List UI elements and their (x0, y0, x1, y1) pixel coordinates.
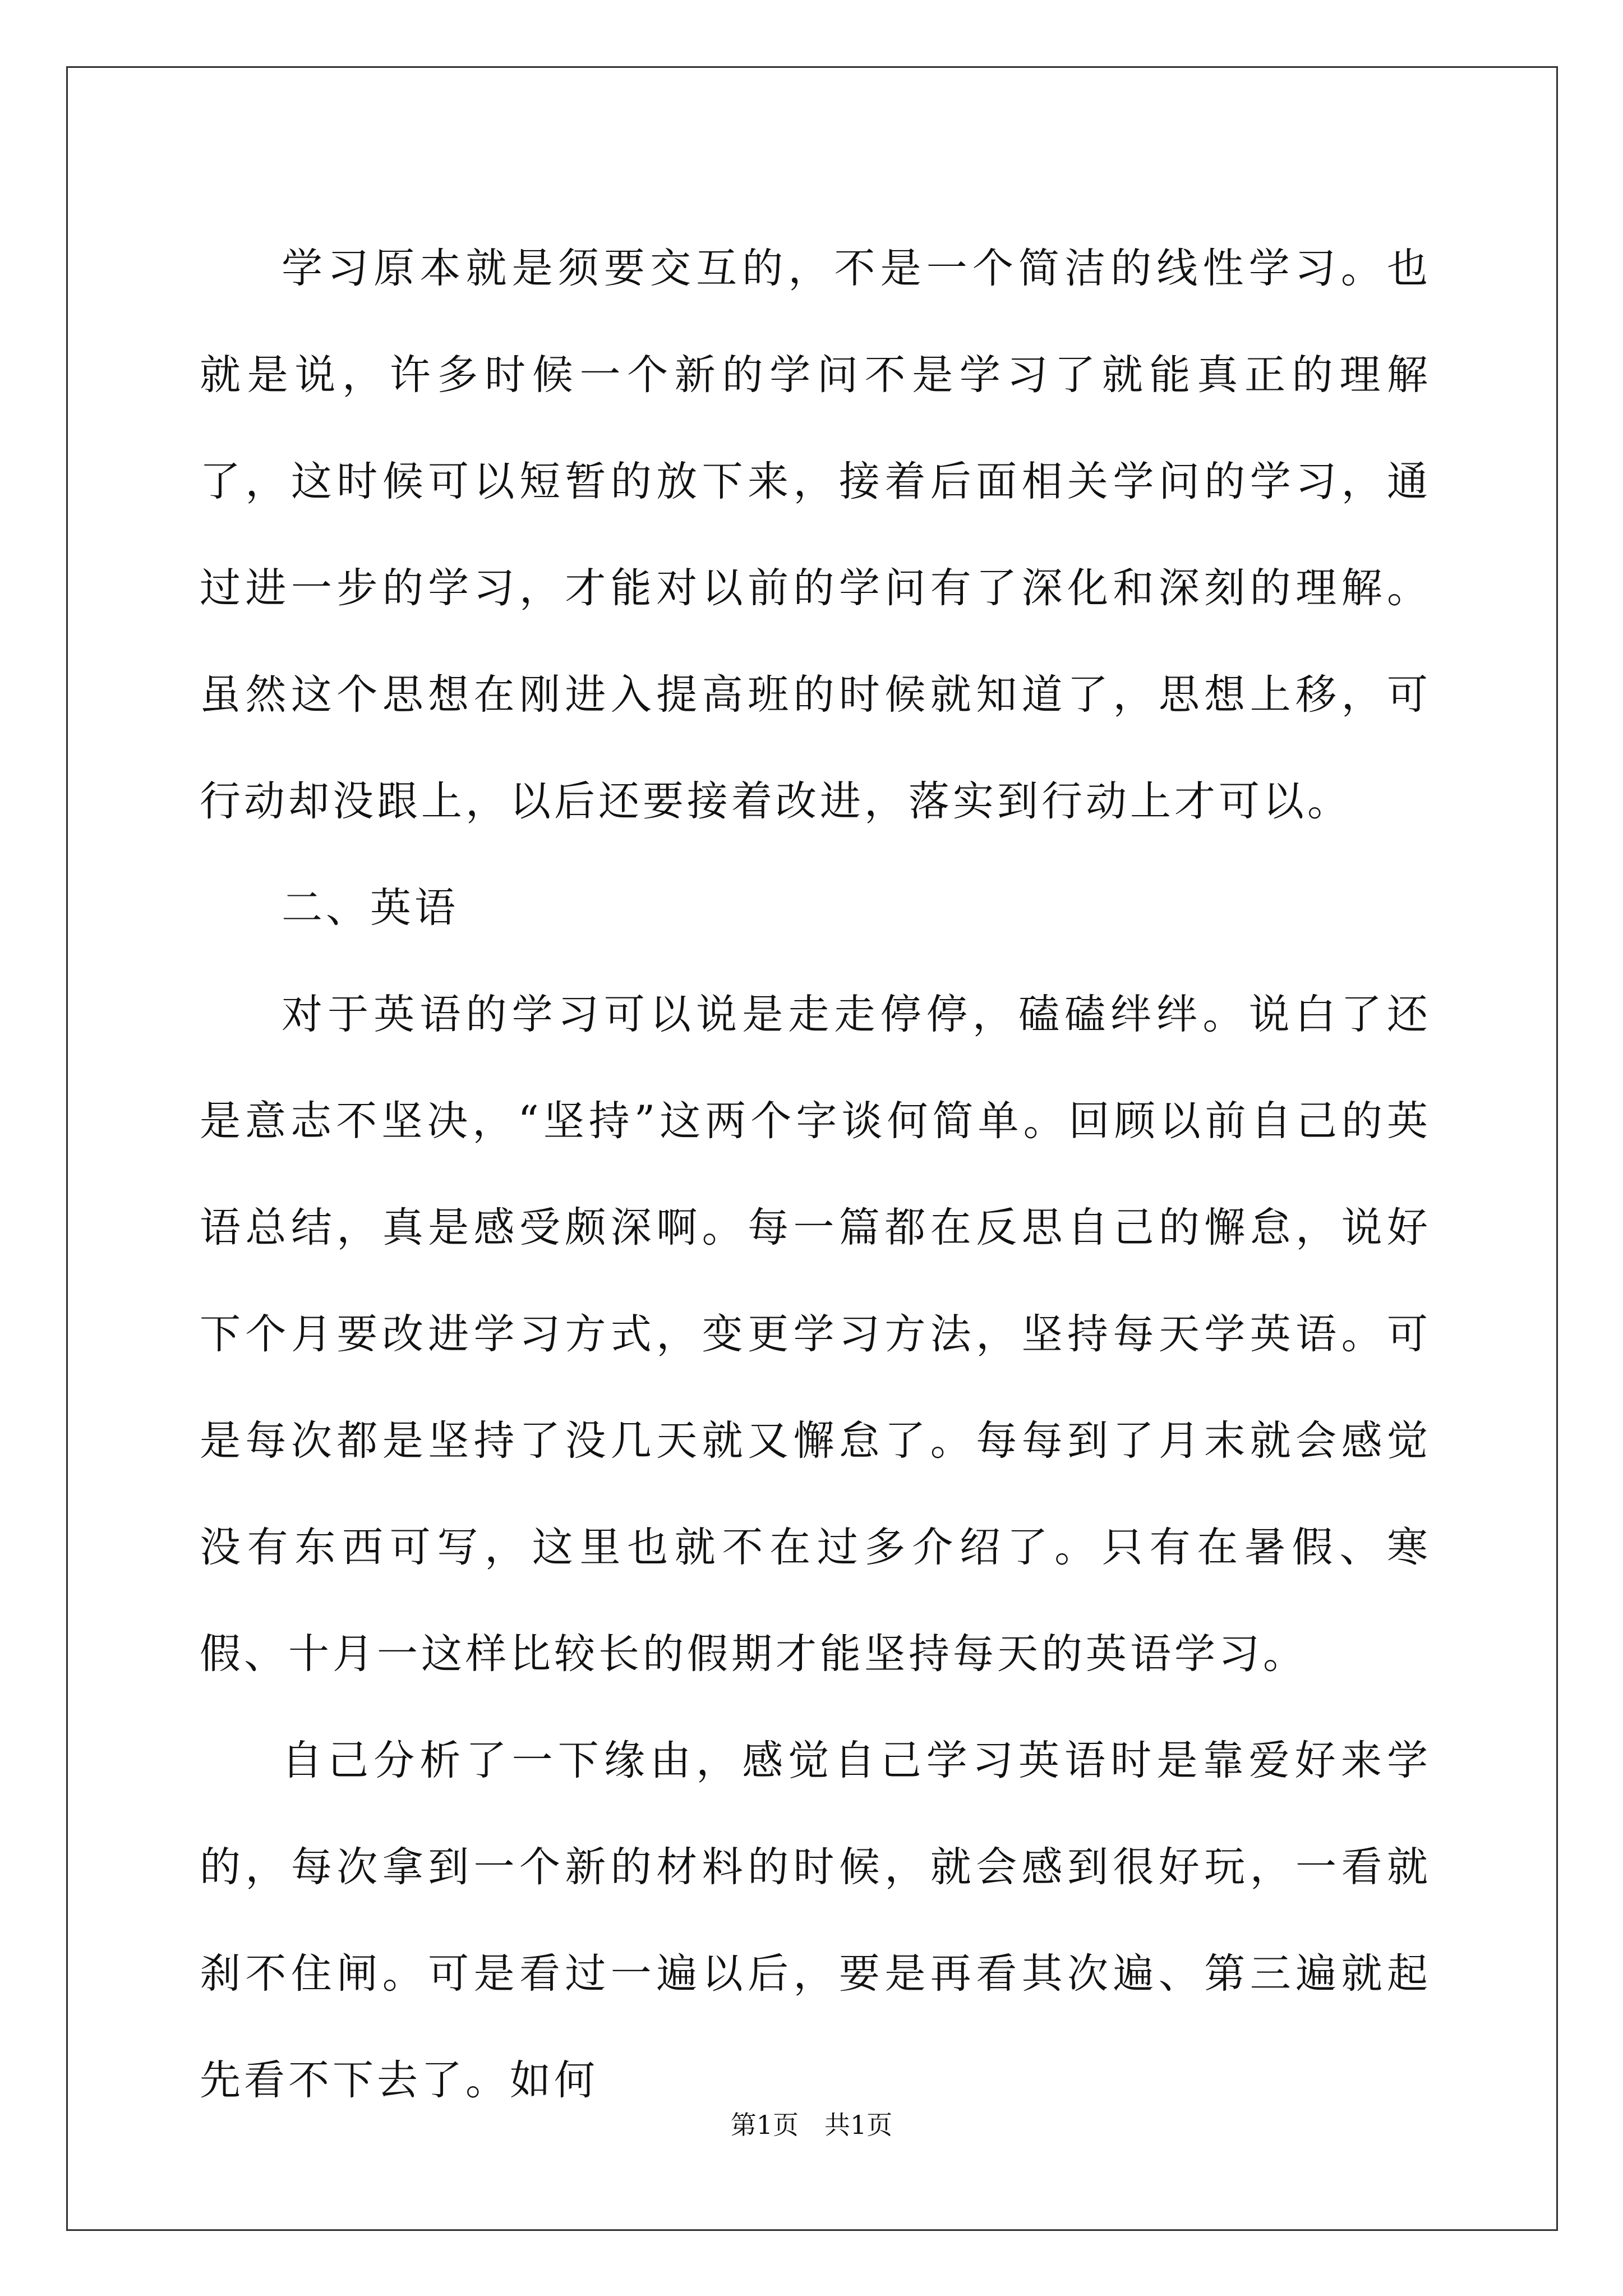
paragraph-english-learning: 对于英语的学习可以说是走走停停，磕磕绊绊。说白了还是意志不坚决，“坚持”这两个字谈何简单。回顾以前自己的英语总结，真是感受颇深啊。每一篇都在反思自己的懈怠，说好下个月要改进学习方式，变更学习方法，坚持每天学英语。可是每次都是坚持了没几天就又懈怠了。每每到了月末就会感觉没有东西可写，这里也就不在过多介绍了。只有在暑假、寒假、十月一这样比较长的假期才能坚持每天的英语学习。 (200, 991, 1431, 1678)
paragraph-reason-analysis: 自己分析了一下缘由，感觉自己学习英语时是靠爱好来学的，每次拿到一个新的材料的时候，就会感到很好玩，一看就刹不住闸。可是看过一遍以后，要是再看其次遍、第三遍就起先看不下去了。如何 (200, 1737, 1431, 2104)
document-body (200, 215, 1431, 2134)
section-heading-english: 二、英语 (282, 884, 459, 932)
paragraph-learning-interaction: 学习原本就是须要交互的，不是一个简洁的线性学习。也就是说，许多时候一个新的学问不是学习了就能真正的理解了，这时候可以短暂的放下来，接着后面相关学问的学习，通过进一步的学习，才能对以前的学问有了深化和深刻的理解。虽然这个思想在刚进入提高班的时候就知道了，思想上移，可行动却没跟上，以后还要接着改进，落实到行动上才可以。 (200, 245, 1431, 825)
page-footer: 第1页 共1页 (730, 2110, 893, 2140)
